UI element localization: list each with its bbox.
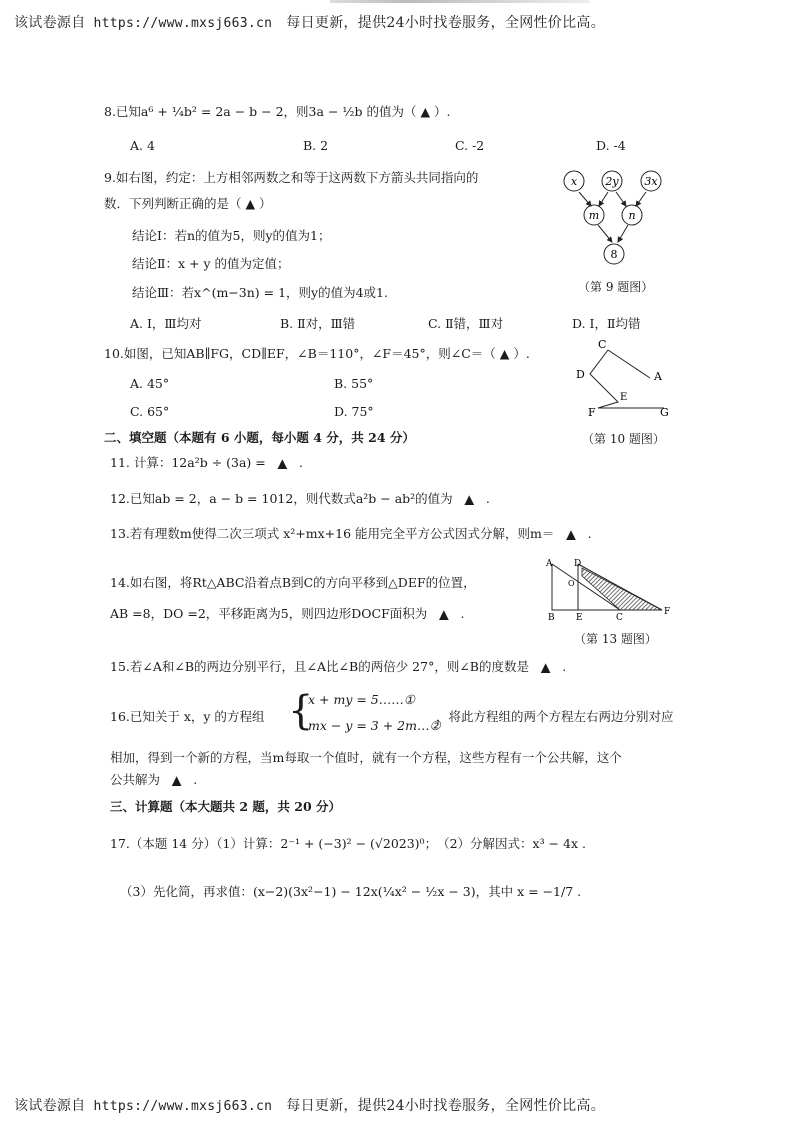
q8-stem: 8.已知a⁶ + ¼b² = 2a − b − 2，则3a − ½b 的值为（ ▲ ）. [104, 104, 451, 119]
footer-slogan: 每日更新，提供24小时找卷服务，全网性价比高。 [286, 1098, 606, 1114]
q13-blank: ▲ [566, 527, 576, 541]
q11-stem: 11. 计算：12a²b ÷ (3a) = [110, 455, 266, 470]
brace: { [288, 688, 314, 734]
header-banner [14, 12, 605, 32]
q15: 15.若∠A和∠B的两边分别平行，且∠A比∠B的两倍少 27°，则∠B的度数是 ▲ . [110, 659, 567, 674]
q9-line2: 数．下列判断正确的是（ ▲ ） [104, 196, 272, 211]
q9-line1: 9.如右图，约定：上方相邻两数之和等于这两数下方箭头共同指向的 [104, 170, 479, 185]
q14-blank: ▲ [439, 607, 449, 621]
q10-stem: 10.如图，已知AB∥FG，CD∥EF，∠B＝110°，∠F＝45°，则∠C＝（ ▲ ）. [104, 346, 530, 361]
q16-eq1: x + my = 5……① [308, 692, 415, 707]
header-url[interactable]: https://www.mxsj663.cn [93, 16, 273, 31]
q13-stem: 13.若有理数m使得二次三项式 x²+mx+16 能用完全平方公式因式分解，则m＝ [110, 526, 555, 541]
q12-blank: ▲ [464, 492, 474, 506]
label-d: D [576, 368, 585, 381]
q12: 12.已知ab = 2，a − b = 1012，则代数式a²b − ab²的值为 ▲ . [110, 491, 490, 506]
q16-eq2: mx − y = 3 + 2m…② [308, 718, 441, 733]
footer-url[interactable]: https://www.mxsj663.cn [93, 1099, 273, 1114]
q11: 11. 计算：12a²b ÷ (3a) = ▲ . [110, 455, 303, 470]
footer-banner [14, 1095, 605, 1115]
label-D: D [574, 559, 582, 569]
label-f: F [588, 406, 596, 419]
q14-caption: （第 13 题图） [574, 632, 657, 646]
label-C: C [616, 613, 623, 623]
q9-option-a: A. Ⅰ，Ⅲ均对 [130, 316, 202, 331]
q11-blank: ▲ [277, 456, 287, 470]
q10-figure [568, 336, 678, 424]
q12-stem: 12.已知ab = 2，a − b = 1012，则代数式a²b − ab²的值为 [110, 491, 453, 506]
q16-pre: 16.已知关于 x，y 的方程组 [110, 709, 265, 724]
q15-stem: 15.若∠A和∠B的两边分别平行，且∠A比∠B的两倍少 27°，则∠B的度数是 [110, 659, 529, 674]
label-E: E [576, 613, 583, 623]
q15-blank: ▲ [541, 660, 551, 674]
q10-option-d: D. 75° [334, 404, 374, 419]
q8-option-a: A. 4 [130, 138, 155, 153]
q9-figure [552, 162, 682, 274]
node-2y: 2y [605, 175, 619, 188]
q9-conclusion-3: 结论Ⅲ：若x^(m−3n) = 1，则y的值为4或1. [132, 285, 388, 300]
q16-line2: 相加，得到一个新的方程，当m每取一个值时，就有一个方程，这些方程有一个公共解，这个 [110, 750, 622, 765]
label-c: C [598, 338, 607, 351]
q9-option-b: B. Ⅱ对，Ⅲ错 [280, 316, 356, 331]
section-3-title: 三、计算题（本大题共 2 题，共 20 分） [110, 799, 342, 814]
q10-caption: （第 10 题图） [582, 432, 665, 446]
q9-option-c: C. Ⅱ错，Ⅲ对 [428, 316, 504, 331]
label-A: A [546, 559, 553, 569]
q14-line2: AB =8，DO =2，平移距离为5，则四边形DOCF面积为 [110, 606, 428, 621]
node-n: n [628, 209, 636, 222]
q13: 13.若有理数m使得二次三项式 x²+mx+16 能用完全平方公式因式分解，则m＝ ▲ . [110, 526, 592, 541]
q8-option-b: B. 2 [303, 138, 329, 153]
node-8: 8 [610, 248, 618, 261]
q9-caption: （第 9 题图） [578, 280, 654, 294]
node-m: m [588, 209, 600, 222]
q8-option-d: D. -4 [596, 138, 626, 153]
label-a: A [654, 370, 662, 383]
q10-option-a: A. 45° [130, 376, 170, 391]
q16-line3-wrap: 公共解为 ▲ . [110, 772, 198, 787]
q16-post: ，将此方程组的两个方程左右两边分别对应 [436, 709, 674, 724]
q14-figure [542, 556, 678, 628]
section-2-title: 二、填空题（本题有 6 小题，每小题 4 分，共 24 分） [104, 430, 415, 445]
label-g: G [660, 406, 669, 419]
header-prefix: 该试卷源自 [14, 15, 86, 31]
scan-artifact [330, 0, 590, 3]
label-B: B [548, 613, 555, 623]
header-slogan: 每日更新，提供24小时找卷服务，全网性价比高。 [286, 15, 606, 31]
footer-prefix: 该试卷源自 [14, 1098, 86, 1114]
q9-option-d: D. Ⅰ，Ⅱ均错 [572, 316, 641, 331]
q16-blank: ▲ [172, 773, 182, 787]
label-O: O [568, 579, 575, 588]
q14-line2-wrap: AB =8，DO =2，平移距离为5，则四边形DOCF面积为 ▲ . [110, 606, 465, 621]
q16-line3: 公共解为 [110, 772, 161, 787]
label-F: F [664, 607, 671, 617]
q17-line2: （3）先化简，再求值：(x−2)(3x²−1) − 12x(¼x² − ½x − 3)，其中 x = −1/7 . [120, 884, 582, 899]
label-e: E [620, 392, 628, 403]
q9-conclusion-1: 结论Ⅰ：若n的值为5，则y的值为1； [132, 228, 331, 243]
q10-option-c: C. 65° [130, 404, 170, 419]
q8-option-c: C. -2 [455, 138, 485, 153]
node-x: x [570, 175, 578, 188]
node-3x: 3x [644, 175, 658, 188]
q9-conclusion-2: 结论Ⅱ：x + y 的值为定值； [132, 256, 290, 271]
q10-option-b: B. 55° [334, 376, 374, 391]
q14-line1: 14.如右图，将Rt△ABC沿着点B到C的方向平移到△DEF的位置， [110, 575, 476, 590]
q17-line1: 17.（本题 14 分）（1）计算：2⁻¹ + (−3)² − (√2023)⁰； （2）分解因式：x³ − 4x . [110, 836, 586, 851]
